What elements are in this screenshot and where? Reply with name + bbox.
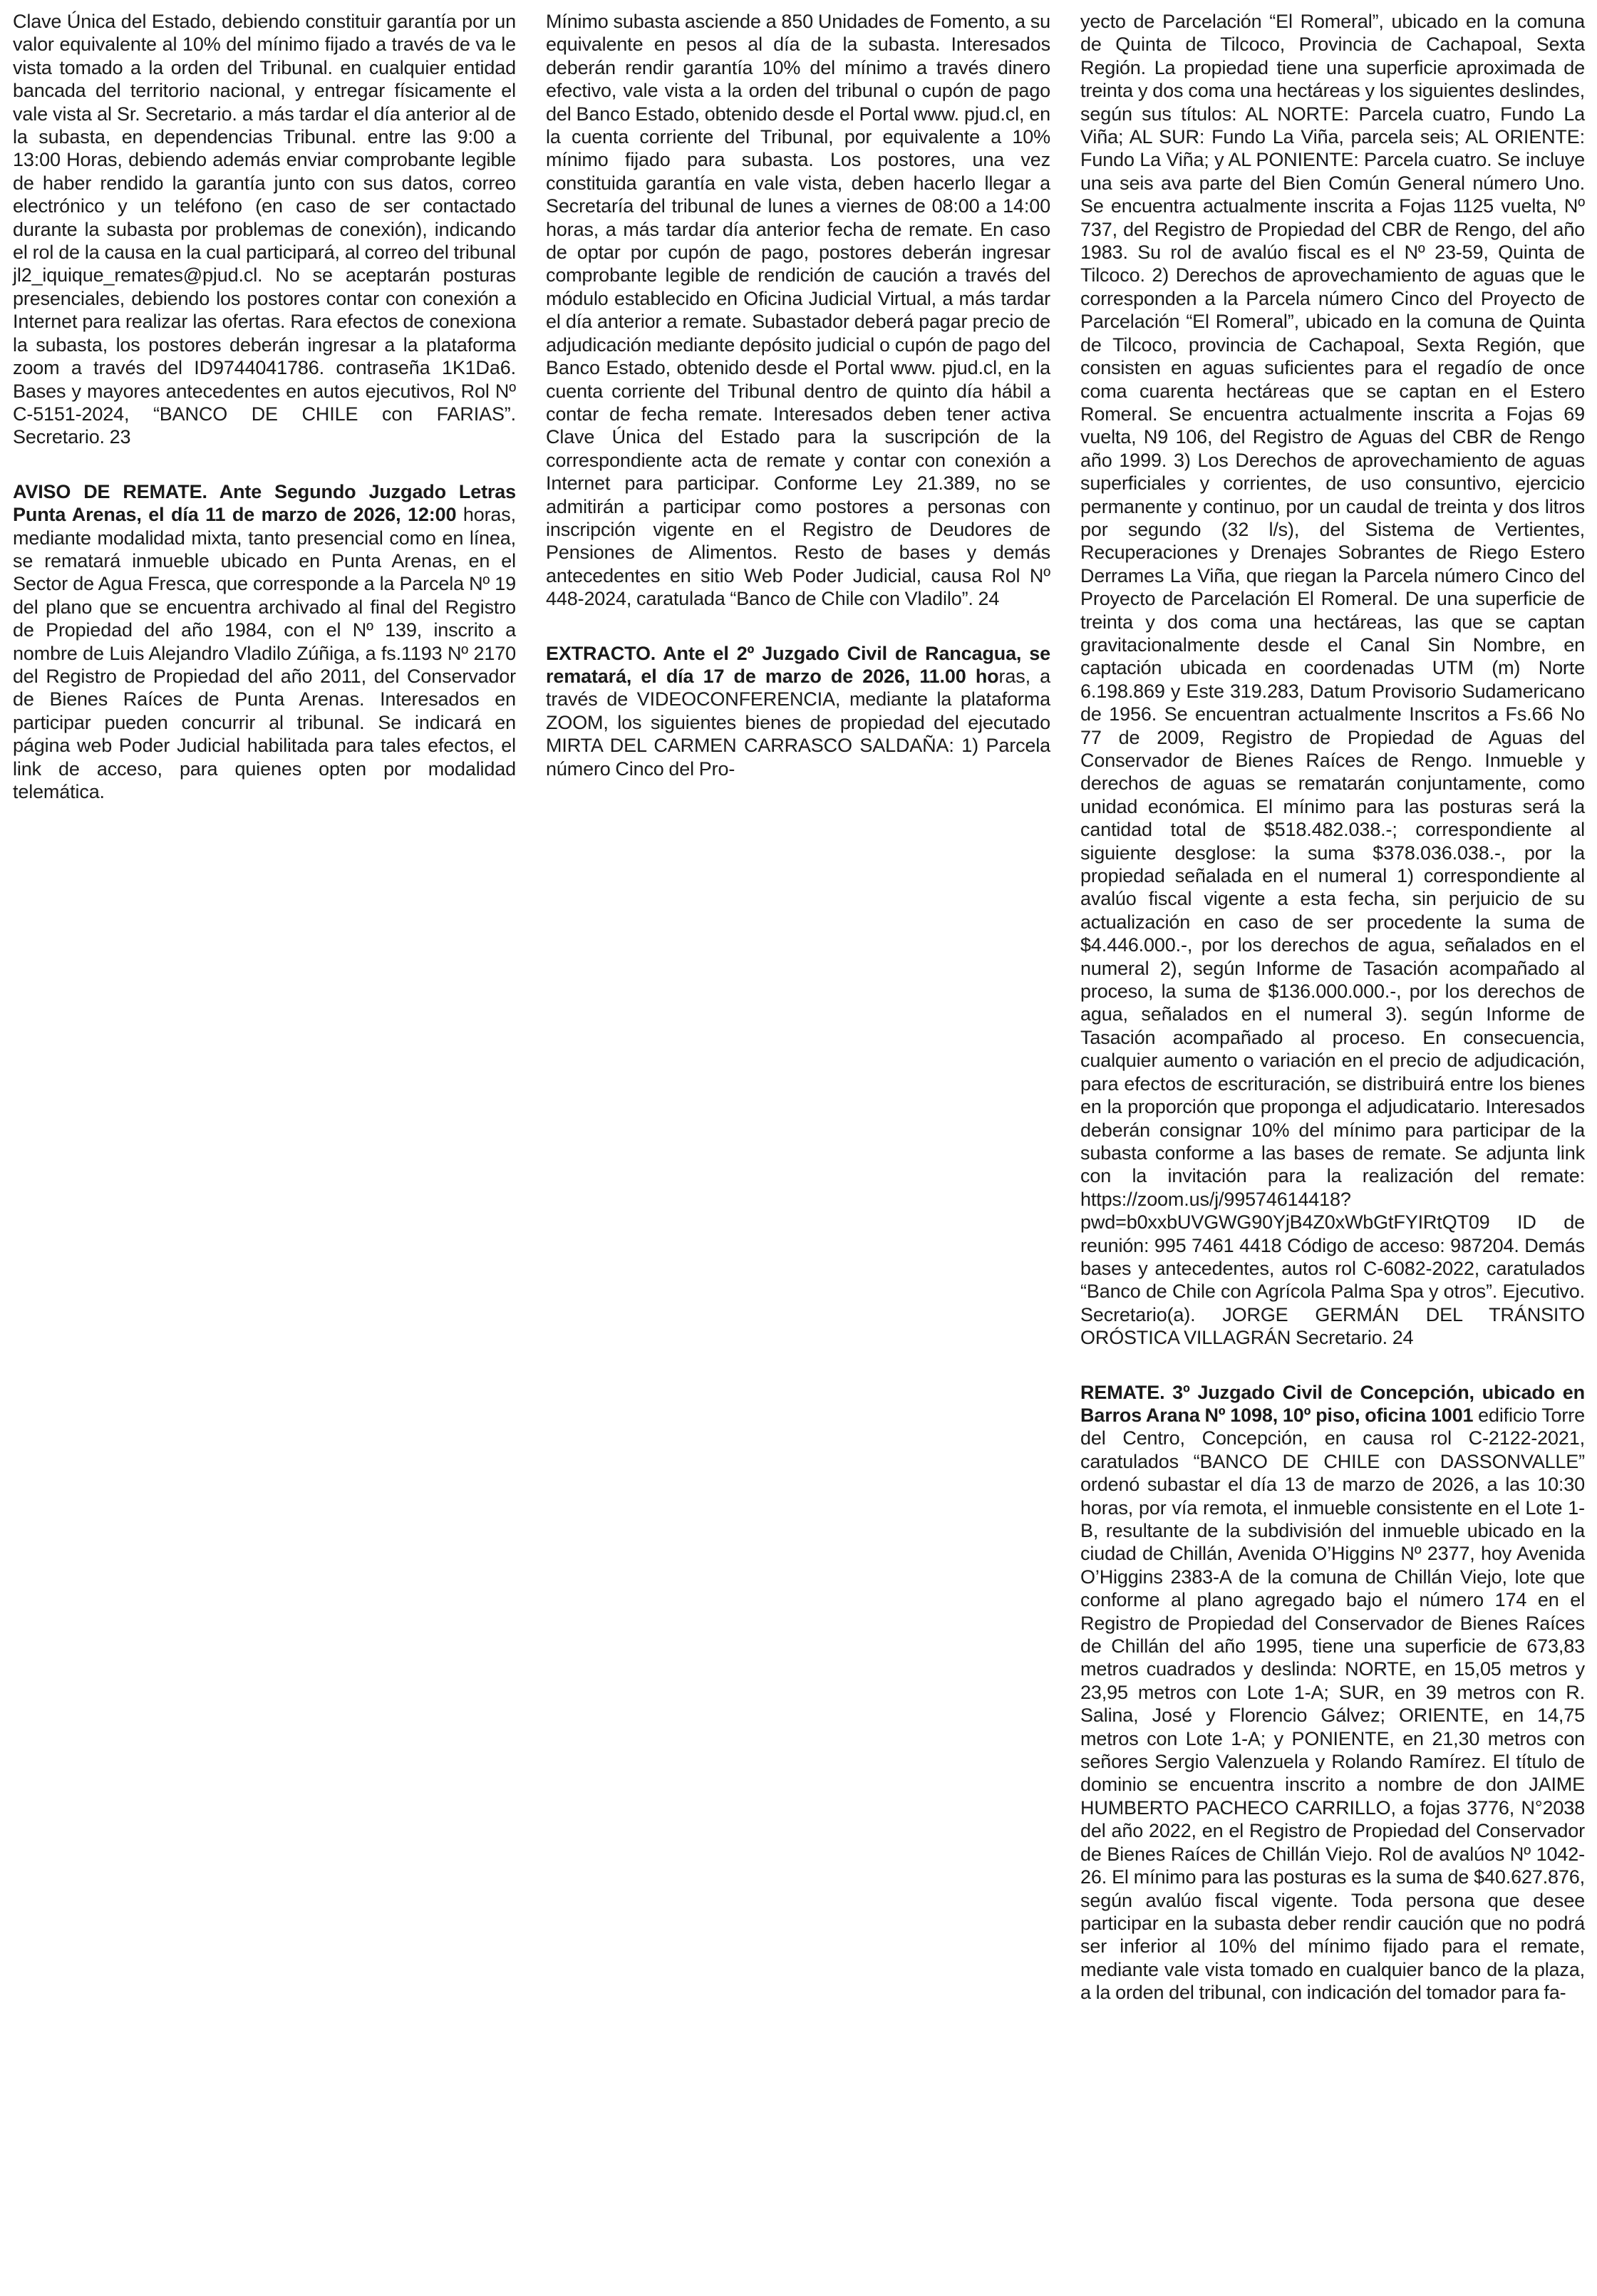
notice-extracto-rancagua (546, 642, 1050, 780)
column-1 (13, 10, 516, 803)
notice-heading: EXTRACTO. Ante el 2º Juzgado Civil de Rancagua, se rematará, el día 17 de marzo de 2026, 11.00 ho (546, 642, 1050, 687)
notice-heading: REMATE. 3º Juzgado Civil de Concepción, ubicado en Barros Arana Nº 1098, 10º piso, oficina 1001 (1080, 1381, 1585, 1426)
column-3 (1080, 10, 1585, 2005)
notice-continuation-iquique: Clave Única del Estado, debiendo constituir garantía por un valor equivalente al 10% del mínimo fijado a través de va le vista tomado a la orden del Tribunal. en cualquier entidad bancada del territorio nacional, y entregar físicamente el vale vista al Sr. Secretario. a más tardar el día anterior al de la subasta, en dependencias Tribunal. entre las 9:00 a 13:00 Horas, debiendo además enviar comprobante legible de haber rendido la garantía junto con sus datos, correo electrónico y un teléfono (en caso de ser contactado durante la subasta por problemas de conexión), indicando el rol de la causa en la cual participará, al correo del tribunal jl2_iquique_remates@pjud.cl. No se aceptarán posturas presenciales, debiendo los postores contar con conexión a Internet para realizar las ofertas. Rara efectos de conexiona la subasta, los postores deberán ingresar a la plataforma zoom a través del ID9744041786. contraseña 1K1Da6. Bases y mayores antecedentes en autos ejecutivos, Rol Nº C-5151-2024, “BANCO DE CHILE con FARIAS”. Secretario. 23 (13, 11, 516, 448)
notice-remate-punta-arenas (13, 480, 516, 804)
notice-body: ras, a través de VIDEOCONFERENCIA, mediante la plataforma ZOOM, los siguientes bienes de propiedad del ejecutado MIRTA DEL CARMEN CARRASCO SALDAÑA: 1) Parcela número Cinco del Pro- (546, 665, 1050, 780)
notice-continuation-rancagua: yecto de Parcelación “El Romeral”, ubicado en la comuna de Quinta de Tilcoco, Provincia de Cachapoal, Sexta Región. La propiedad tiene una superficie aproximada de treinta y dos coma una hectáreas y los siguientes deslindes, según sus títulos: AL NORTE: Parcela cuatro, Fundo La Viña; AL SUR: Fundo La Viña, parcela seis; AL ORIENTE: Fundo La Viña; y AL PONIENTE: Parcela cuatro. Se incluye una seis ava parte del Bien Común General número Uno. Se encuentra actualmente inscrita a Fojas 1125 vuelta, Nº 737, del Registro de Propiedad del CBR de Rengo, del año 1983. Su rol de avalúo fiscal es el Nº 23-59, Quinta de Tilcoco. 2) Derechos de aprovechamiento de aguas que le corresponden a la Parcela número Cinco del Proyecto de Parcelación “El Romeral”, ubicado en la comuna de Quinta de Tilcoco, provincia de Cachapoal, Sexta Región, que consisten en aguas suficientes para el regadío de once coma cuarenta hectáreas que se captan en el Estero Romeral. Se encuentra actualmente inscrita a Fojas 69 vuelta, N9 106, del Registro de Aguas del CBR de Rengo año 1999. 3) Los Derechos de aprovechamiento de aguas superficiales y corrientes, de uso consuntivo, ejercicio permanente y continuo, por un caudal de treinta y dos litros por segundo (32 l/s), del Sistema de Vertientes, Recuperaciones y Drenajes Sobrantes de Riego Estero Derrames La Viña, que riegan la Parcela número Cinco del Proyecto de Parcelación El Romeral. De una superficie de treinta y dos coma una hectáreas, las que se captan gravitacionalmente desde el Canal Sin Nombre, en captación ubicada en coordenadas UTM (m) Norte 6.198.869 y Este 319.283, Datum Provisorio Sudamericano de 1956. Se encuentran actualmente Inscritos a Fs.66 No 77 de 2009, Registro de Propiedad de Aguas del Conservador de Bienes Raíces de Rengo. Inmueble y derechos de aguas se rematarán conjuntamente, como unidad económica. El mínimo para las posturas será la cantidad total de $518.482.038.-; correspondiente al siguiente desglose: la suma $378.036.038.-, por la propiedad señalada en el numeral 1) correspondiente al avalúo fiscal vigente a esta fecha, sin perjuicio de su actualización en caso de ser procedente la suma de $4.446.000.-, por los derechos de agua, señalados en el numeral 2), según Informe de Tasación acompañado al proceso, la suma de $136.000.000.-, por los derechos de agua, señalados en el numeral 3). según Informe de Tasación acompañado al proceso. En consecuencia, cualquier aumento o variación en el precio de adjudicación, para efectos de escrituración, se distribuirá entre los bienes en la proporción que proponga el adjudicatario. Interesados deberán consignar 10% del mínimo para participar de la subasta conforme a las bases de remate. Se adjunta link con la invitación para la realización del remate: https://zoom.us/j/99574614418?pwd=b0xxbUVGWG90YjB4Z0xWbGtFYIRtQT09 ID de reunión: 995 7461 4418 Código de acceso: 987204. Demás bases y antecedentes, autos rol C-6082-2022, caratulados “Banco de Chile con Agrícola Palma Spa y otros”. Ejecutivo. Secretario(a). JORGE GERMÁN DEL TRÁNSITO ORÓSTICA VILLAGRÁN Secretario. 24 (1080, 11, 1585, 1349)
column-2 (546, 10, 1050, 780)
notice-heading: AVISO DE REMATE. Ante Segundo Juzgado Letras Punta Arenas, el día 11 de marzo de 2026, 12:00 (13, 480, 516, 526)
notice-body: edificio Torre del Centro, Concepción, en causa rol C-2122-2021, caratulados “BANCO DE CHILE con DASSONVALLE” ordenó subastar el día 13 de marzo de 2026, a las 10:30 horas, por vía remota, el inmueble consistente en el Lote 1-B, resultante de la subdivisión del inmueble ubicado en la ciudad de Chillán, Avenida O’Higgins Nº 2377, hoy Avenida O’Higgins 2383-A de la comuna de Chillán Viejo, lote que conforme al plano agregado bajo el número 174 en el Registro de Propiedad del Conservador de Bienes Raíces de Chillán del año 1995, tiene una superficie de 673,83 metros cuadrados y deslinda: NORTE, en 15,05 metros y 23,95 metros con Lote 1-A; SUR, en 39 metros con R. Salina, José y Florencio Gálvez; ORIENTE, en 14,75 metros con Lote 1-A; y PONIENTE, en 21,30 metros con señores Sergio Valenzuela y Rolando Ramírez. El título de dominio se encuentra inscrito a nombre de don JAIME HUMBERTO PACHECO CARRILLO, a fojas 3776, N°2038 del año 2022, en el Registro de Propiedad del Conservador de Bienes Raíces de Chillán Viejo. Rol de avalúos Nº 1042-26. El mínimo para las posturas es la suma de $40.627.876, según avalúo fiscal vigente. Toda persona que desee participar en la subasta deber rendir caución que no podrá ser inferior al 10% del mínimo fijado para el remate, mediante vale vista tomado en cualquier banco de la plaza, a la orden del tribunal, con indicación del tomador para fa- (1080, 1404, 1585, 2004)
notice-remate-concepcion (1080, 1381, 1585, 2005)
notice-continuation-vladilo: Mínimo subasta asciende a 850 Unidades de Fomento, a su equivalente en pesos al día de la subasta. Interesados deberán rendir garantía 10% del mínimo a través dinero efectivo, vale vista a la orden del tribunal o cupón de pago del Banco Estado, obtenido desde el Portal www. pjud.cl, en la cuenta corriente del Tribunal, por equivalente a 10% mínimo fijado para subasta. Los postores, una vez constituida garantía en vale vista, deben hacerlo llegar a Secretaría del tribunal de lunes a viernes de 08:00 a 14:00 horas, a más tardar día anterior fecha de remate. En caso de optar por cupón de pago, postores deberán ingresar comprobante legible de rendición de caución a través del módulo establecido en Oficina Judicial Virtual, a más tardar el día anterior a remate. Subastador deberá pagar precio de adjudicación mediante depósito judicial o cupón de pago del Banco Estado, obtenido desde el Portal www. pjud.cl, en la cuenta corriente del Tribunal dentro de quinto día hábil a contar de fecha remate. Interesados deben tener activa Clave Única del Estado para la suscripción de la correspondiente acta de remate y contar con conexión a Internet para participar. Conforme Ley 21.389, no se admitirán a participar como postores a personas con inscripción vigente en el Registro de Deudores de Pensiones de Alimentos. Resto de bases y demás antecedentes en sitio Web Poder Judicial, causa Rol Nº 448-2024, caratulada “Banco de Chile con Vladilo”. 24 (546, 11, 1050, 610)
notice-body: horas, mediante modalidad mixta, tanto presencial como en línea, se rematará inmueble ubicado en Punta Arenas, en el Sector de Agua Fresca, que corresponde a la Parcela Nº 19 del plano que se encuentra archivado al final del Registro de Propiedad del año 1984, con el Nº 139, inscrito a nombre de Luis Alejandro Vladilo Zúñiga, a fs.1193 Nº 2170 del Registro de Propiedad del año 2011, del Conservador de Bienes Raíces de Punta Arenas. Interesados en participar pueden concurrir al tribunal. Se indicará en página web Poder Judicial habilitada para tales efectos, el link de acceso, para quienes opten por modalidad telemática. (13, 504, 516, 802)
